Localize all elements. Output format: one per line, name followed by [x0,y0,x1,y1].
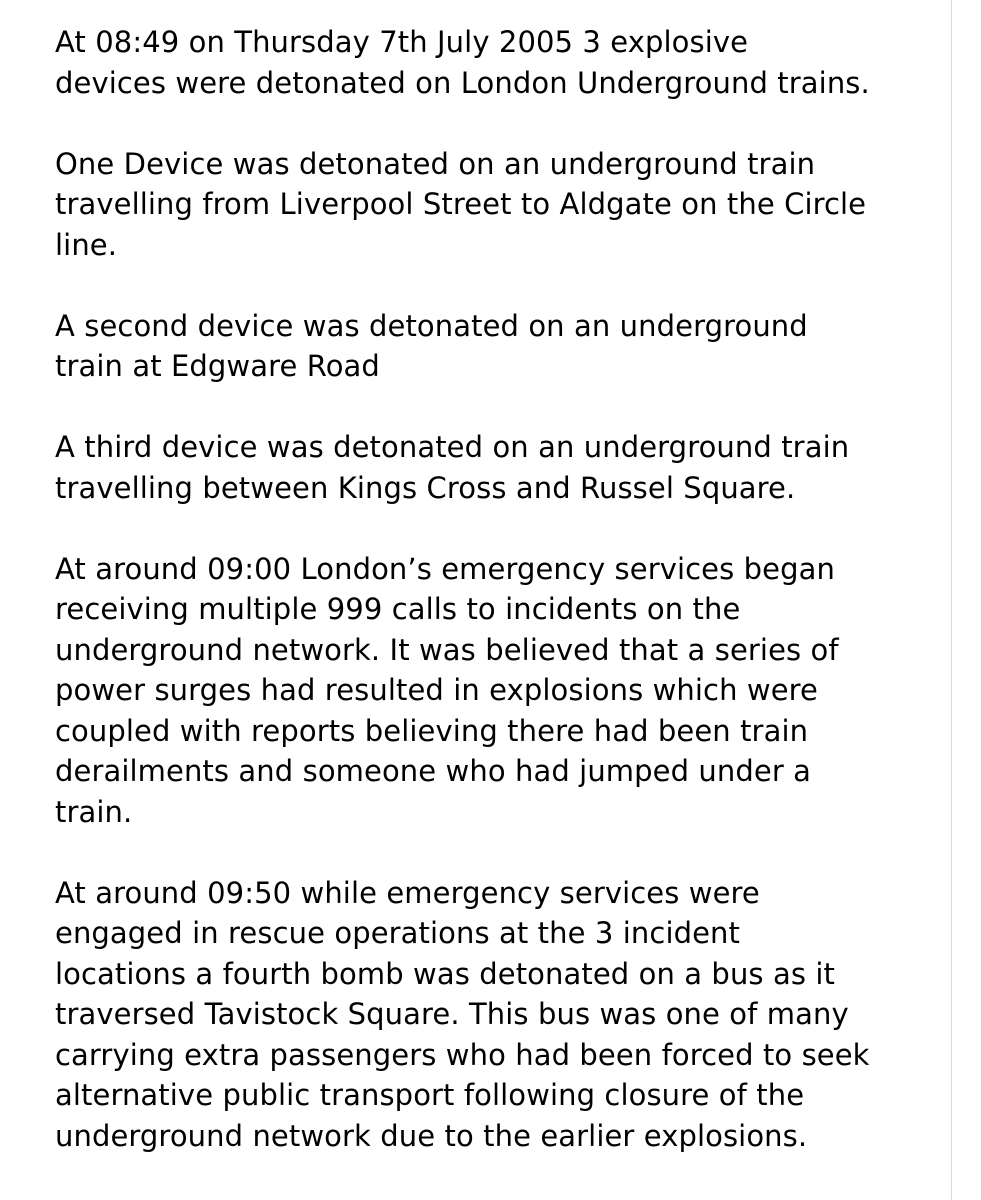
note-paragraph [55,549,935,833]
text-line: line. [55,227,118,262]
text-line: engaged in rescue operations at the 3 incident [55,916,740,950]
text-line: A third device was detonated on an underground train [55,430,850,464]
note-paragraph [55,144,935,266]
text-line: At around 09:50 while emergency services were [55,875,760,910]
text-line: train. [55,794,133,829]
text-line: underground network. It was believed that a series of [55,632,839,667]
note-body[interactable] [55,0,935,1197]
text-line: underground network due to the earlier explosions. [55,1118,808,1153]
text-line: derailments and someone who had jumped under a [55,754,812,788]
text-line: One Device was detonated on an underground train [55,146,816,181]
text-line: carrying extra passengers who had been forced to seek [55,1037,870,1072]
text-line: A second device was detonated on an underground [55,308,808,343]
text-line: train at Edgware Road [55,349,380,383]
text-line: travelling between Kings Cross and Russel Square. [55,470,796,505]
note-paragraph [55,427,935,508]
text-line: traversed Tavistock Square. This bus was one of many [55,997,849,1031]
text-line: devices were detonated on London Underground trains. [55,65,870,100]
scrollbar-track[interactable] [951,0,981,1200]
note-paragraph [55,306,935,387]
text-line: receiving multiple 999 calls to incidents on the [55,592,741,626]
text-line: coupled with reports believing there had been train [55,713,809,748]
note-paragraph [55,22,935,103]
note-paragraph [55,873,935,1157]
text-line: locations a fourth bomb was detonated on a bus as it [55,956,835,991]
text-line: alternative public transport following closure of the [55,1078,805,1112]
text-line: power surges had resulted in explosions which were [55,673,818,707]
text-line: At around 09:00 London’s emergency services began [55,551,835,586]
text-line: travelling from Liverpool Street to Aldgate on the Circle [55,187,867,221]
text-line: At 08:49 on Thursday 7th July 2005 3 explosive [55,25,749,59]
